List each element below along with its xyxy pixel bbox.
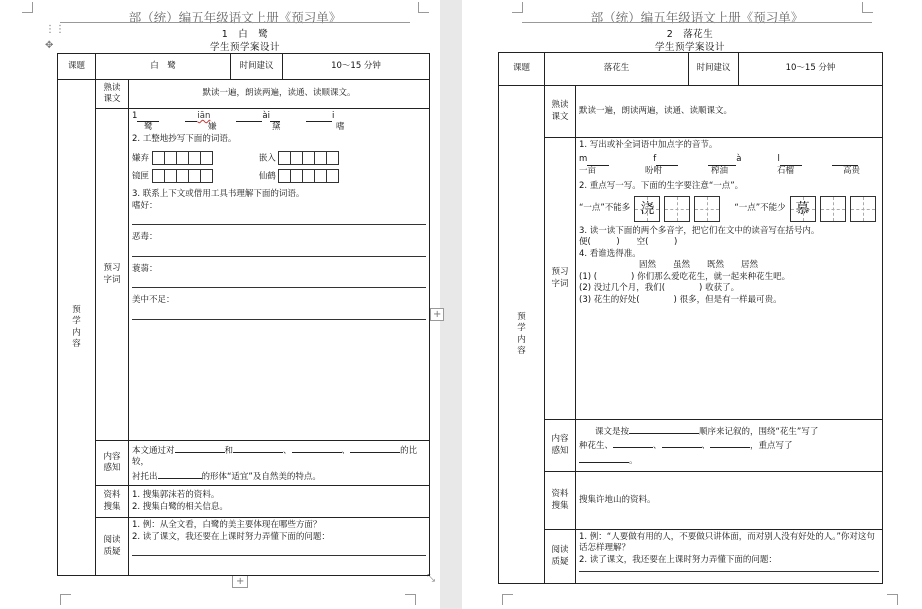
answer-line[interactable] bbox=[132, 245, 426, 257]
term-3: 蓑蒻： bbox=[132, 263, 158, 274]
questions-task: 1. 例：从全文看，白鹭的美主要体现在哪些方面？ 2. 读了课文，我还要在上课时努力弄懂下面的问题： bbox=[129, 518, 430, 576]
row-label-summary: 内容 感知 bbox=[96, 441, 129, 486]
copy-grid[interactable] bbox=[278, 151, 339, 165]
copy-grid[interactable] bbox=[152, 169, 213, 183]
time-value: 10～15 分钟 bbox=[283, 54, 430, 80]
row-label-vocab: 预习 字词 bbox=[545, 138, 576, 420]
right-page bbox=[462, 0, 922, 609]
summary-task: 课文是按 顺序来记叙的，围绕“花生”写了 种花生、 、 、 ，重点写了 。 bbox=[576, 420, 883, 472]
left-page bbox=[0, 0, 440, 609]
topic-header: 课题 bbox=[499, 53, 545, 86]
answer-line[interactable] bbox=[132, 213, 426, 225]
term-1: 嗜好： bbox=[132, 200, 158, 211]
summary-task: 本文通过对 和 、 、 的比较， 衬托出 的形体“适宜”及自然美的特点。 bbox=[129, 441, 430, 486]
answer-line[interactable] bbox=[132, 544, 426, 556]
page-header: 部（统）编五年级语文上册《预习单》 bbox=[590, 10, 804, 25]
section-label: 预 学 内 容 bbox=[58, 80, 96, 576]
page-header: 部（统）编五年级语文上册《预习单》 bbox=[128, 10, 342, 25]
resize-handle-icon[interactable]: ⤡ bbox=[427, 573, 435, 584]
lesson-subtitle: 学生预学案设计 bbox=[654, 42, 725, 53]
topic-value: 落花生 bbox=[545, 53, 689, 86]
question-pinyin: 1. 写出或补全词语中加点字的音节。 bbox=[579, 140, 718, 150]
table-move-handle[interactable]: ⋮⋮ bbox=[45, 24, 65, 35]
read-task: 默读一遍，朗读两遍，读通、读顺课文。 bbox=[576, 86, 883, 138]
crop-mark bbox=[502, 594, 513, 605]
section-label: 预 学 内 容 bbox=[499, 86, 545, 584]
row-label-research: 资料 搜集 bbox=[96, 486, 129, 518]
crop-mark bbox=[887, 594, 898, 605]
row-label-questions: 阅读 质疑 bbox=[545, 530, 576, 584]
answer-line[interactable] bbox=[132, 308, 426, 320]
research-task: 1. 搜集郭沫若的资料。 2. 搜集白鹭的相关信息。 bbox=[129, 486, 430, 518]
table-select-icon[interactable]: ✥ bbox=[45, 40, 54, 51]
copy-grid[interactable] bbox=[152, 151, 213, 165]
time-header: 时间建议 bbox=[689, 53, 739, 86]
questions-task: 1. 例：“人要做有用的人，不要做只讲体面，而对别人没有好处的人。”你对这句话怎样理解？ 2. 读了课文，我还要在上课时努力弄懂下面的问题： bbox=[576, 530, 883, 584]
time-value: 10～15 分钟 bbox=[739, 53, 883, 86]
tianzi-grid[interactable] bbox=[850, 196, 876, 222]
row-label-questions: 阅读 质疑 bbox=[96, 518, 129, 576]
preview-table bbox=[498, 52, 883, 584]
row-label-read: 熟读 课文 bbox=[545, 86, 576, 138]
pinyin-row: m f à l bbox=[579, 154, 879, 165]
copy-grid-row: 嫌弃 嵌入 bbox=[132, 151, 426, 165]
preview-table bbox=[57, 53, 430, 576]
lesson-title: 1 白 鹭 bbox=[221, 29, 269, 40]
crop-mark bbox=[405, 594, 416, 605]
read-task: 默读一遍，朗读两遍，读通、读顺课文。 bbox=[129, 80, 430, 109]
choice-sentence-1: (1) ( ) 你们那么爱吃花生，就一起来种花生吧。 bbox=[579, 271, 791, 282]
crop-mark bbox=[418, 2, 429, 13]
question-choose: 4. 看谁选得准。 bbox=[579, 248, 641, 259]
topic-value: 白 鹭 bbox=[96, 54, 231, 80]
header-rule bbox=[60, 22, 410, 23]
add-column-icon[interactable]: + bbox=[430, 308, 444, 321]
lesson-subtitle: 学生预学案设计 bbox=[209, 42, 280, 53]
term-2: 恶毒： bbox=[132, 232, 158, 243]
tianzi-grid-char: 浇 bbox=[634, 196, 660, 222]
term-4: 美中不足： bbox=[132, 295, 175, 306]
copy-grid[interactable] bbox=[278, 169, 339, 183]
row-label-summary: 内容 感知 bbox=[545, 420, 576, 472]
lesson-title: 2 落花生 bbox=[666, 29, 714, 40]
pinyin-row: 1 iān ài i bbox=[132, 111, 335, 121]
research-task: 搜集许地山的资料。 bbox=[576, 472, 883, 530]
tianzi-grid[interactable] bbox=[664, 196, 690, 222]
row-label-vocab: 预习 字词 bbox=[96, 109, 129, 441]
add-row-icon[interactable]: + bbox=[232, 575, 248, 588]
row-label-research: 资料 搜集 bbox=[545, 472, 576, 530]
character-row: 鹭 嫌 黛 嗜 bbox=[144, 122, 345, 133]
header-rule bbox=[522, 22, 872, 23]
time-header: 时间建议 bbox=[231, 54, 283, 80]
question-copy: 2. 工整地抄写下面的词语。 bbox=[132, 133, 237, 144]
choice-sentence-3: (3) 花生的好处( ) 很多，但是有一样最可贵。 bbox=[579, 294, 782, 305]
polyphone-line: 便( ) 空( ) bbox=[579, 237, 678, 248]
choice-options: 固然 虽然 既然 居然 bbox=[639, 260, 759, 271]
answer-line[interactable] bbox=[132, 276, 426, 288]
crop-mark bbox=[60, 594, 71, 605]
question-dot: 2. 重点写一写。下面的生字要注意“一点”。 bbox=[579, 181, 744, 192]
question-polyphone: 3. 读一读下面的两个多音字，把它们在文中的读音写在括号内。 bbox=[579, 225, 820, 236]
topic-header: 课题 bbox=[58, 54, 96, 80]
answer-line[interactable] bbox=[579, 567, 879, 572]
vocab-section bbox=[576, 138, 883, 420]
word-row: 一亩 吩咐 榨油 石榴 高贵 bbox=[579, 165, 861, 176]
tianzi-grid-char: 慕 bbox=[790, 196, 816, 222]
vocab-section bbox=[129, 109, 430, 441]
choice-sentence-2: (2) 没过几个月，我们( ) 收获了。 bbox=[579, 283, 740, 294]
crop-mark bbox=[22, 2, 33, 13]
tianzi-grid[interactable] bbox=[694, 196, 720, 222]
copy-grid-row: 镜匣 仙鹤 bbox=[132, 169, 426, 183]
tianzi-grid[interactable] bbox=[820, 196, 846, 222]
question-meaning: 3. 联系上下文或借用工具书理解下面的词语。 bbox=[132, 189, 305, 200]
dot-practice-row: “一点”不能多 浇 “一点”不能少 慕 bbox=[579, 196, 879, 222]
row-label-read: 熟读 课文 bbox=[96, 80, 129, 109]
